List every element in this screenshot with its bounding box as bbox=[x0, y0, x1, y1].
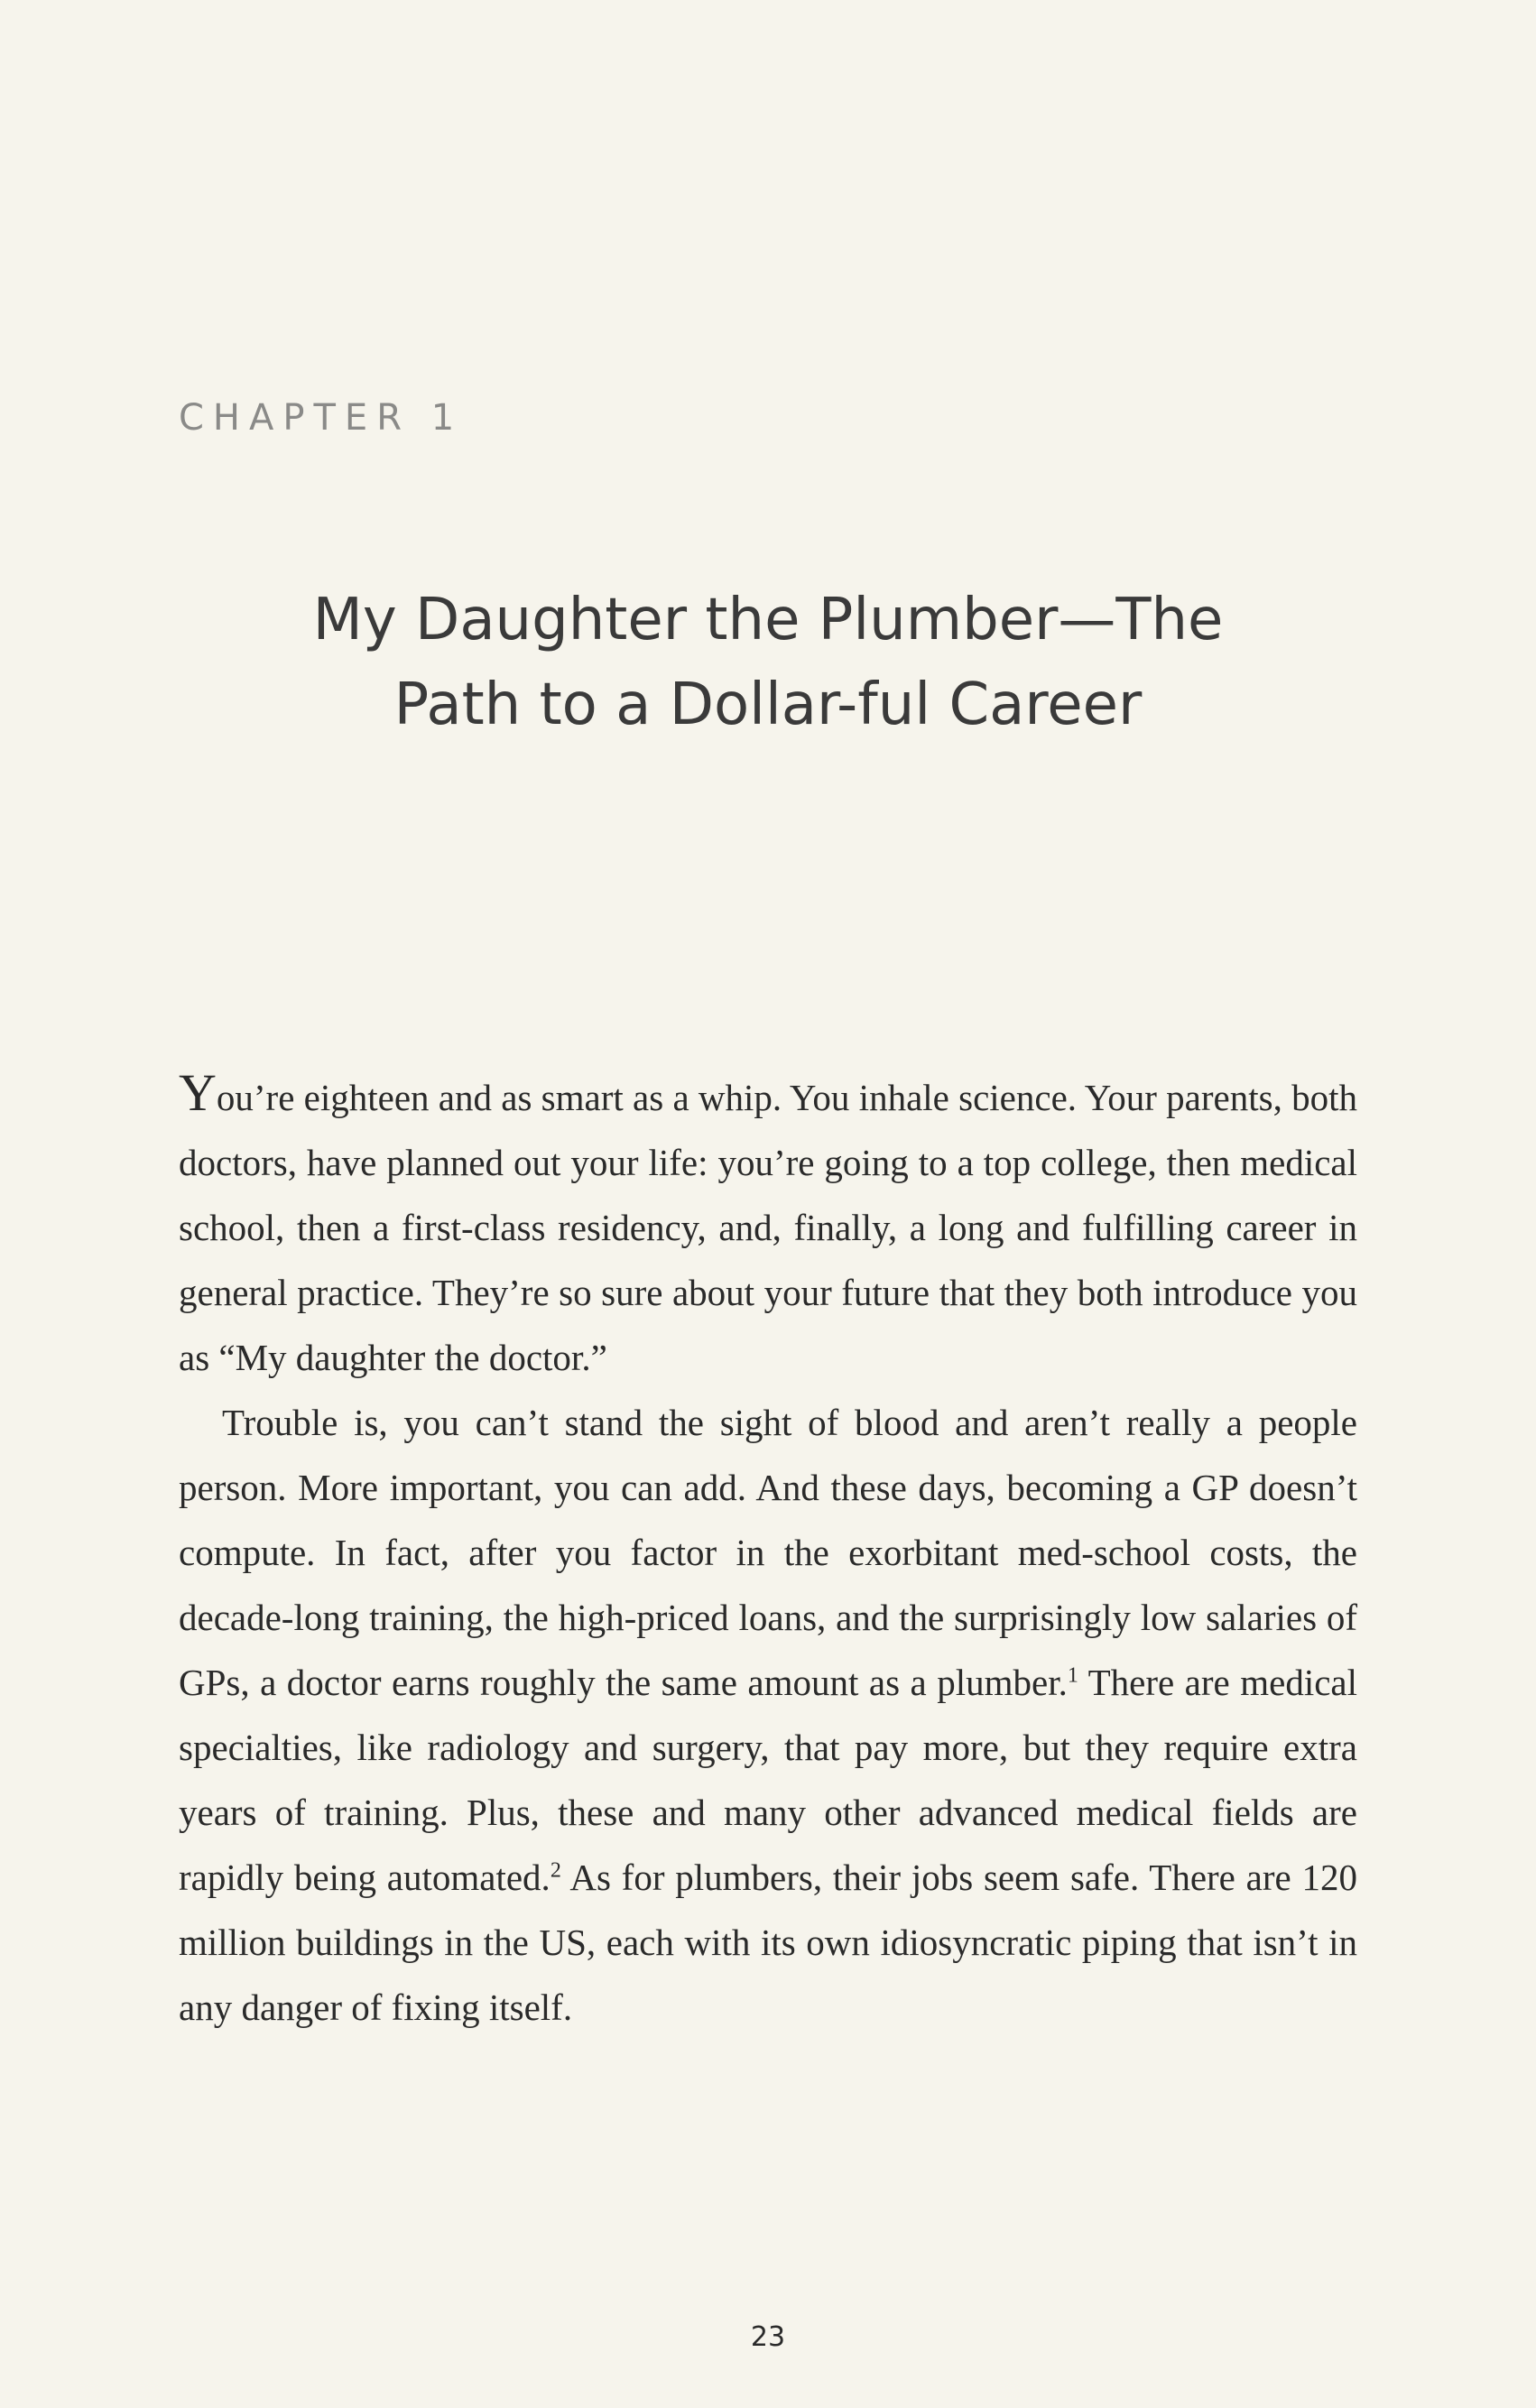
paragraph-1 bbox=[179, 1065, 1357, 1390]
drop-cap: Y bbox=[179, 1063, 217, 1122]
chapter-title bbox=[0, 578, 1536, 747]
paragraph-2-part-2: There are medical specialties, like radiology and surgery, that pay more, but they require extra years of training. Plus, these and many other advanced medical fields are rapidly being automated. bbox=[179, 1662, 1357, 1898]
footnote-marker-2: 2 bbox=[550, 1858, 561, 1883]
chapter-title-line-1: My Daughter the Plumber—The bbox=[312, 587, 1224, 653]
paragraph-2-part-1: Trouble is, you can’t stand the sight of blood and aren’t really a people person. More important, you can add. And these days, becoming a GP doesn’t compute. In fact, after you factor in the exorbitant med-school costs, the decade-long training, the high-priced loans, and the surprisingly low salaries of GPs, a doctor earns roughly the same amount as a plumber. bbox=[179, 1402, 1357, 1703]
footnote-marker-1: 1 bbox=[1067, 1663, 1078, 1688]
paragraph-2 bbox=[179, 1390, 1357, 2040]
chapter-title-line-2: Path to a Dollar-ful Career bbox=[393, 671, 1143, 738]
page-number: 23 bbox=[750, 2321, 786, 2353]
paragraph-1-text: ou’re eighteen and as smart as a whip. You inhale science. Your parents, both doctors, have planned out your life: you’re going to a top college, then medical school, then a first-class residency, and, finally, a long and fulfilling career in general practice. They’re so sure about your future that they both introduce you as “My daughter the doctor.” bbox=[179, 1077, 1357, 1378]
body-text bbox=[179, 1065, 1357, 2040]
paragraph-2-part-3: As for plumbers, their jobs seem safe. There are 120 million buildings in the US, each with its own idiosyncratic piping that isn’t in any danger of fixing itself. bbox=[179, 1857, 1357, 2028]
chapter-label: CHAPTER 1 bbox=[179, 397, 464, 439]
